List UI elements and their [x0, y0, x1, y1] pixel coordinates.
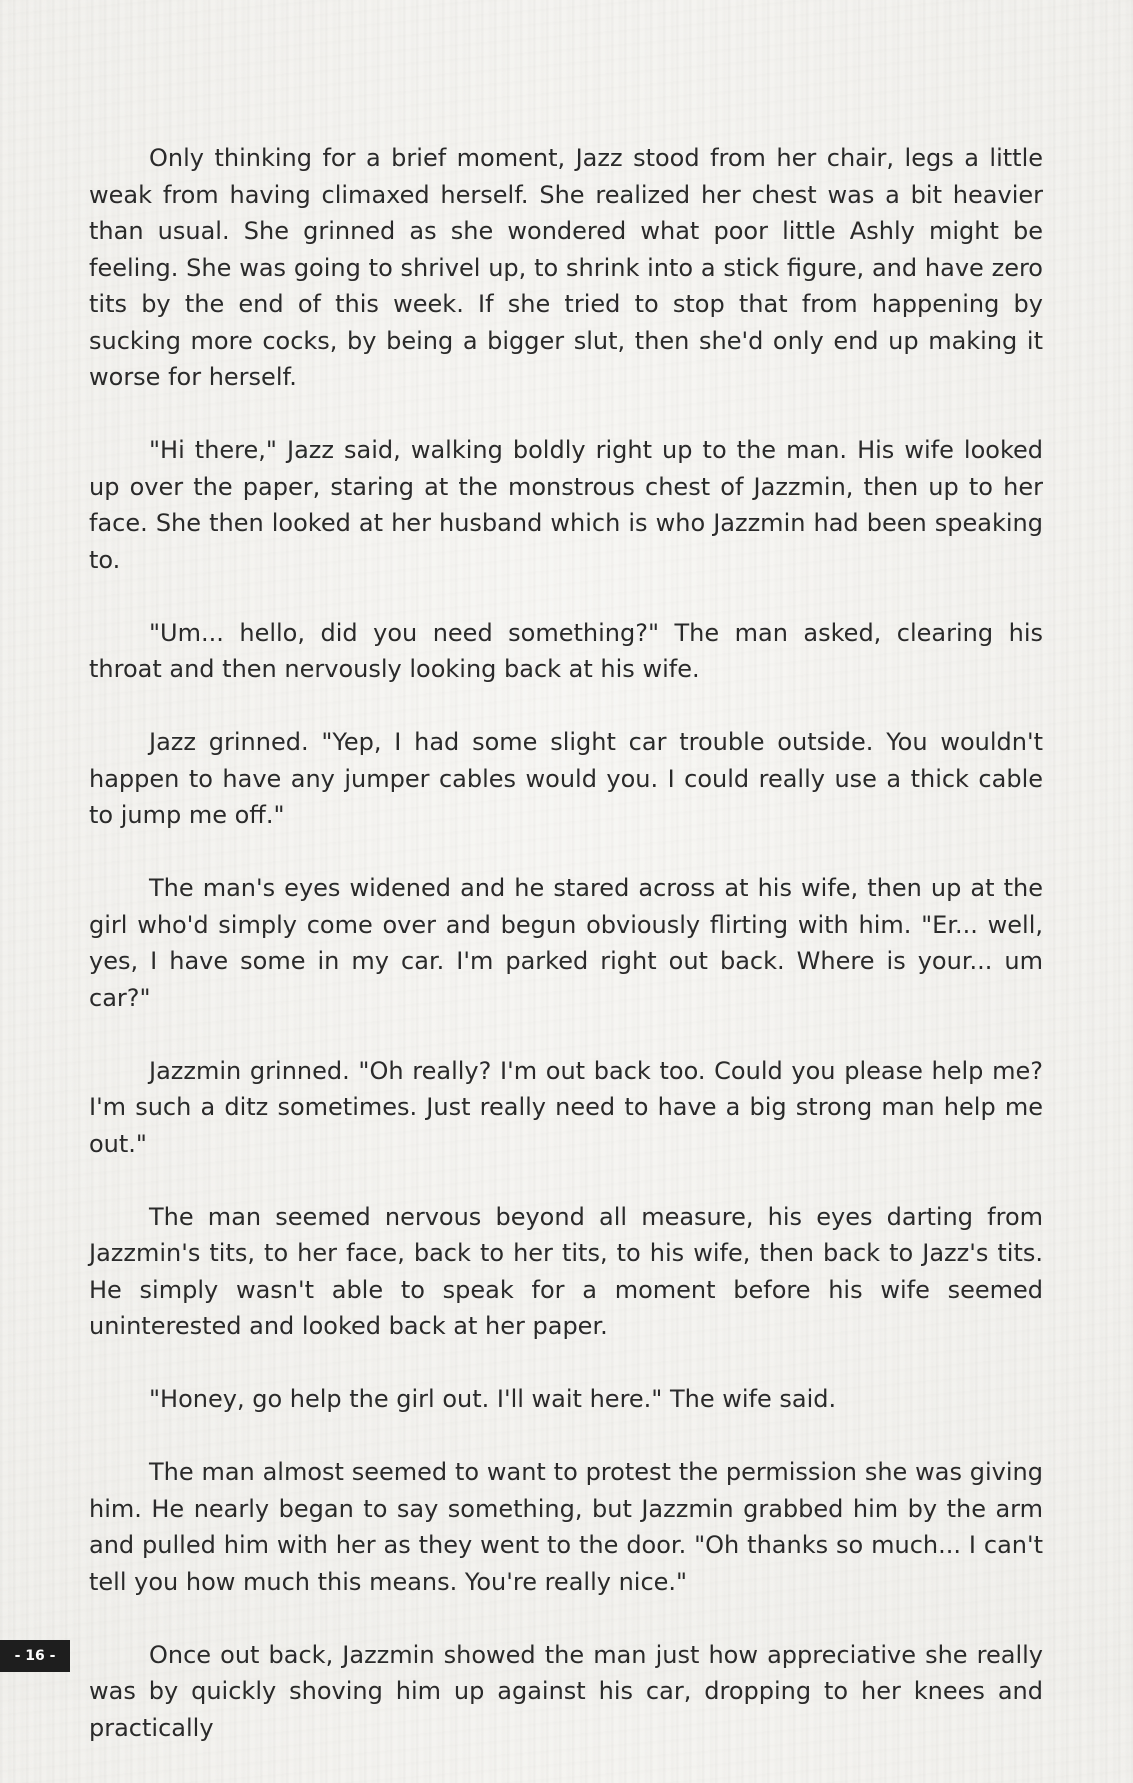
body-text [89, 140, 1043, 1783]
page-number-badge: - 16 - [0, 1640, 70, 1672]
paragraph: Jazz grinned. "Yep, I had some slight car trouble outside. You wouldn't happen to have any jumper cables would you. I could really use a thick cable to jump me off." [89, 728, 1043, 829]
paragraph: The man almost seemed to want to protest the permission she was giving him. He nearly began to say something, but Jazzmin grabbed him by the arm and pulled him with her as they went to the door. "Oh thanks so much... I can't tell you how much this means. You're really nice." [89, 1458, 1043, 1596]
paragraph: Only thinking for a brief moment, Jazz stood from her chair, legs a little weak from having climaxed herself. She realized her chest was a bit heavier than usual. She grinned as she wondered what poor little Ashly might be feeling. She was going to shrivel up, to shrink into a stick figure, and have zero tits by the end of this week. If she tried to stop that from happening by sucking more cocks, by being a bigger slut, then she'd only end up making it worse for herself. [89, 144, 1043, 391]
paragraph: "Hi there," Jazz said, walking boldly right up to the man. His wife looked up over the paper, staring at the monstrous chest of Jazzmin, then up to her face. She then looked at her husband which is who Jazzmin had been speaking to. [89, 436, 1043, 574]
paragraph: The man's eyes widened and he stared across at his wife, then up at the girl who'd simply come over and begun obviously flirting with him. "Er... well, yes, I have some in my car. I'm parked right out back. Where is your... um car?" [89, 874, 1043, 1012]
paragraph: The man seemed nervous beyond all measure, his eyes darting from Jazzmin's tits, to her face, back to her tits, to his wife, then back to Jazz's tits. He simply wasn't able to speak for a moment before his wife seemed uninterested and looked back at her paper. [89, 1202, 1043, 1340]
paragraph: "Um... hello, did you need something?" The man asked, clearing his throat and then nervously looking back at his wife. [89, 618, 1043, 683]
paragraph: Once out back, Jazzmin showed the man just how appreciative she really was by quickly shoving him up against his car, dropping to her knees and practically [89, 1640, 1043, 1742]
paragraph: "Honey, go help the girl out. I'll wait here." The wife said. [149, 1385, 837, 1413]
paragraph: Jazzmin grinned. "Oh really? I'm out back too. Could you please help me? I'm such a ditz sometimes. Just really need to have a big strong man help me out." [89, 1056, 1043, 1158]
